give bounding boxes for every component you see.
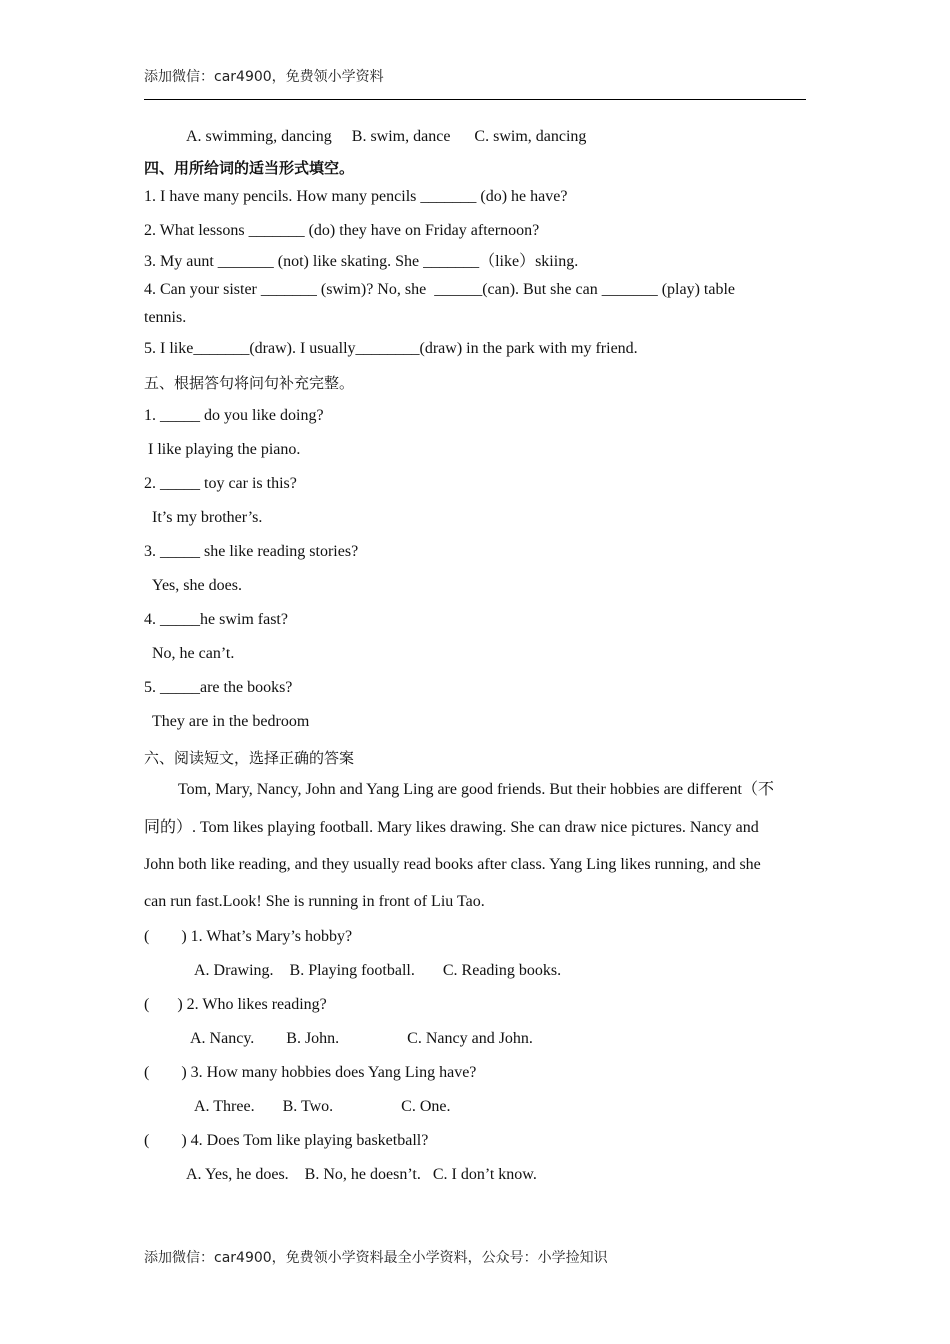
section5-answer-3: Yes, she does. [152,577,242,594]
section4-heading: 四、用所给词的适当形式填空。 [144,159,355,177]
section5-answer-1: I like playing the piano. [148,441,301,458]
reading-options-1: A. Drawing. B. Playing football. C. Reading books. [194,962,562,979]
reading-question-2: ( ) 2. Who likes reading? [144,996,327,1013]
section5-answer-5: They are in the bedroom [152,713,310,730]
section5-answer-4: No, he can’t. [152,645,235,662]
section6-heading: 六、阅读短文，选择正确的答案 [144,749,355,767]
section5-answer-2: It’s my brother’s. [152,509,263,526]
section4-item-5: 5. I like_______(draw). I usually________(draw) in the park with my friend. [144,340,638,357]
passage-line-1: Tom, Mary, Nancy, John and Yang Ling are good friends. But their hobbies are different（不 [178,781,774,798]
section5-question-1: 1. _____ do you like doing? [144,407,324,424]
section5-question-4: 4. _____he swim fast? [144,611,288,628]
section5-question-3: 3. _____ she like reading stories? [144,543,359,560]
reading-question-1: ( ) 1. What’s Mary’s hobby? [144,928,353,945]
section5-question-5: 5. _____are the books? [144,679,293,696]
reading-options-4: A. Yes, he does. B. No, he doesn’t. C. I don’t know. [186,1166,537,1183]
reading-options-2: A. Nancy. B. John. C. Nancy and John. [190,1030,533,1047]
page-footer: 添加微信：car4900，免费领小学资料最全小学资料，公众号：小学捡知识 [144,1250,608,1266]
section4-item-3: 3. My aunt _______ (not) like skating. She _______（like）skiing. [144,253,579,270]
reading-question-3: ( ) 3. How many hobbies does Yang Ling have? [144,1064,477,1081]
section3-options: A. swimming, dancing B. swim, dance C. swim, dancing [186,128,587,145]
reading-options-3: A. Three. B. Two. C. One. [194,1098,451,1115]
passage-line-3: John both like reading, and they usually read books after class. Yang Ling likes running, and she [144,856,761,873]
header-divider [144,99,806,100]
section5-heading: 五、根据答句将问句补充完整。 [144,374,355,392]
section4-item-4-cont: tennis. [144,309,187,326]
section4-item-1: 1. I have many pencils. How many pencils _______ (do) he have? [144,188,568,205]
section4-item-2: 2. What lessons _______ (do) they have on Friday afternoon? [144,222,540,239]
page-header: 添加微信：car4900，免费领小学资料 [144,69,384,85]
reading-question-4: ( ) 4. Does Tom like playing basketball? [144,1132,429,1149]
section5-question-2: 2. _____ toy car is this? [144,475,297,492]
passage-line-2: 同的）. Tom likes playing football. Mary likes drawing. She can draw nice pictures. Nancy and [144,819,759,836]
section4-item-4: 4. Can your sister _______ (swim)? No, she ______(can). But she can _______ (play) table [144,281,735,298]
passage-line-4: can run fast.Look! She is running in front of Liu Tao. [144,893,485,910]
